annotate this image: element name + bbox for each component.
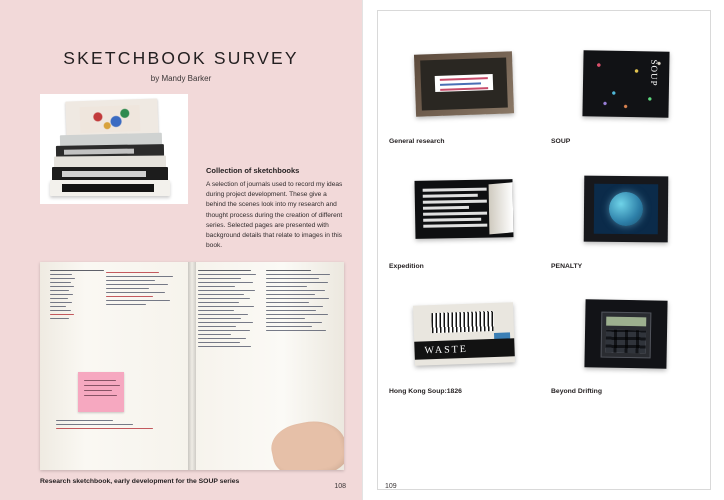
cover-artwork: [601, 312, 652, 359]
book-cover: [415, 179, 514, 239]
sketchbook-grid: [389, 38, 701, 395]
sketchbook-expedition-photo: [389, 163, 539, 255]
handwriting-block: [266, 270, 336, 334]
item-caption: SOUP: [551, 138, 571, 145]
grid-item: [389, 163, 539, 270]
sketchbook-general-research-photo: [389, 38, 539, 130]
sketchbook-penalty-photo: [551, 163, 701, 255]
book-cover: [584, 299, 667, 368]
screen: [606, 317, 646, 327]
book-cover: [414, 51, 514, 116]
cover-artwork: [594, 184, 658, 235]
sketchbook-soup-photo: [551, 38, 701, 130]
globe-icon: [609, 192, 643, 226]
item-caption: Hong Kong Soup:1826: [389, 388, 462, 395]
cover-label: [435, 74, 494, 92]
stack-book: [52, 167, 168, 181]
cover-text-block: [423, 188, 488, 231]
cover-title: WASTE: [414, 338, 515, 359]
grid-item: [389, 38, 539, 145]
page-author: by Mandy Barker: [150, 74, 212, 83]
grid-item: [389, 288, 539, 395]
sketchbook-hong-kong-soup-photo: [389, 288, 539, 380]
barcode-icon: [431, 311, 494, 333]
notebook-gutter: [188, 262, 196, 470]
stack-book-bottom: [50, 180, 170, 196]
collection-caption-body: A selection of journals used to record my ideas during project development. These give a behind the scenes look into my research and thought process during the creation of different series. Selected pages are presented with background details that relate to images in this book.: [206, 181, 343, 250]
notebook-left-page: [40, 262, 192, 470]
item-caption: General research: [389, 138, 445, 145]
grid-item: [551, 163, 701, 270]
left-page-content: [18, 10, 344, 490]
handwriting-block: [198, 270, 260, 350]
notebook-right-page: [192, 262, 344, 470]
book-cover: [582, 50, 669, 117]
folio-left: 108: [334, 483, 346, 490]
sketchbook-beyond-drifting-photo: [551, 288, 701, 380]
sticky-note: [78, 372, 124, 412]
book-cover: [413, 302, 515, 365]
item-caption: Beyond Drifting: [551, 388, 602, 395]
grid-item: [551, 288, 701, 395]
folio-right: 109: [385, 483, 397, 490]
handwriting-block: [56, 420, 166, 432]
handwriting-block: [106, 272, 180, 308]
item-caption: PENALTY: [551, 263, 583, 270]
open-notebook-photo: [40, 262, 344, 470]
sketchbook-stack-photo: [40, 94, 188, 204]
right-page: [362, 0, 724, 500]
collection-caption-title: Collection of sketchbooks: [206, 166, 300, 175]
book-pages: [489, 182, 514, 234]
handwriting-block: [50, 270, 104, 322]
hand: [267, 415, 344, 470]
book-cover: [584, 176, 669, 243]
keypad: [606, 330, 646, 354]
item-caption: Expedition: [389, 263, 424, 270]
page-title: SKETCHBOOK SURVEY: [63, 48, 299, 68]
cover-title: SOUP: [648, 59, 660, 87]
cover-artwork: [80, 105, 141, 133]
grid-item: [551, 38, 701, 145]
notebook-caption: Research sketchbook, early development for the SOUP series: [40, 478, 240, 485]
